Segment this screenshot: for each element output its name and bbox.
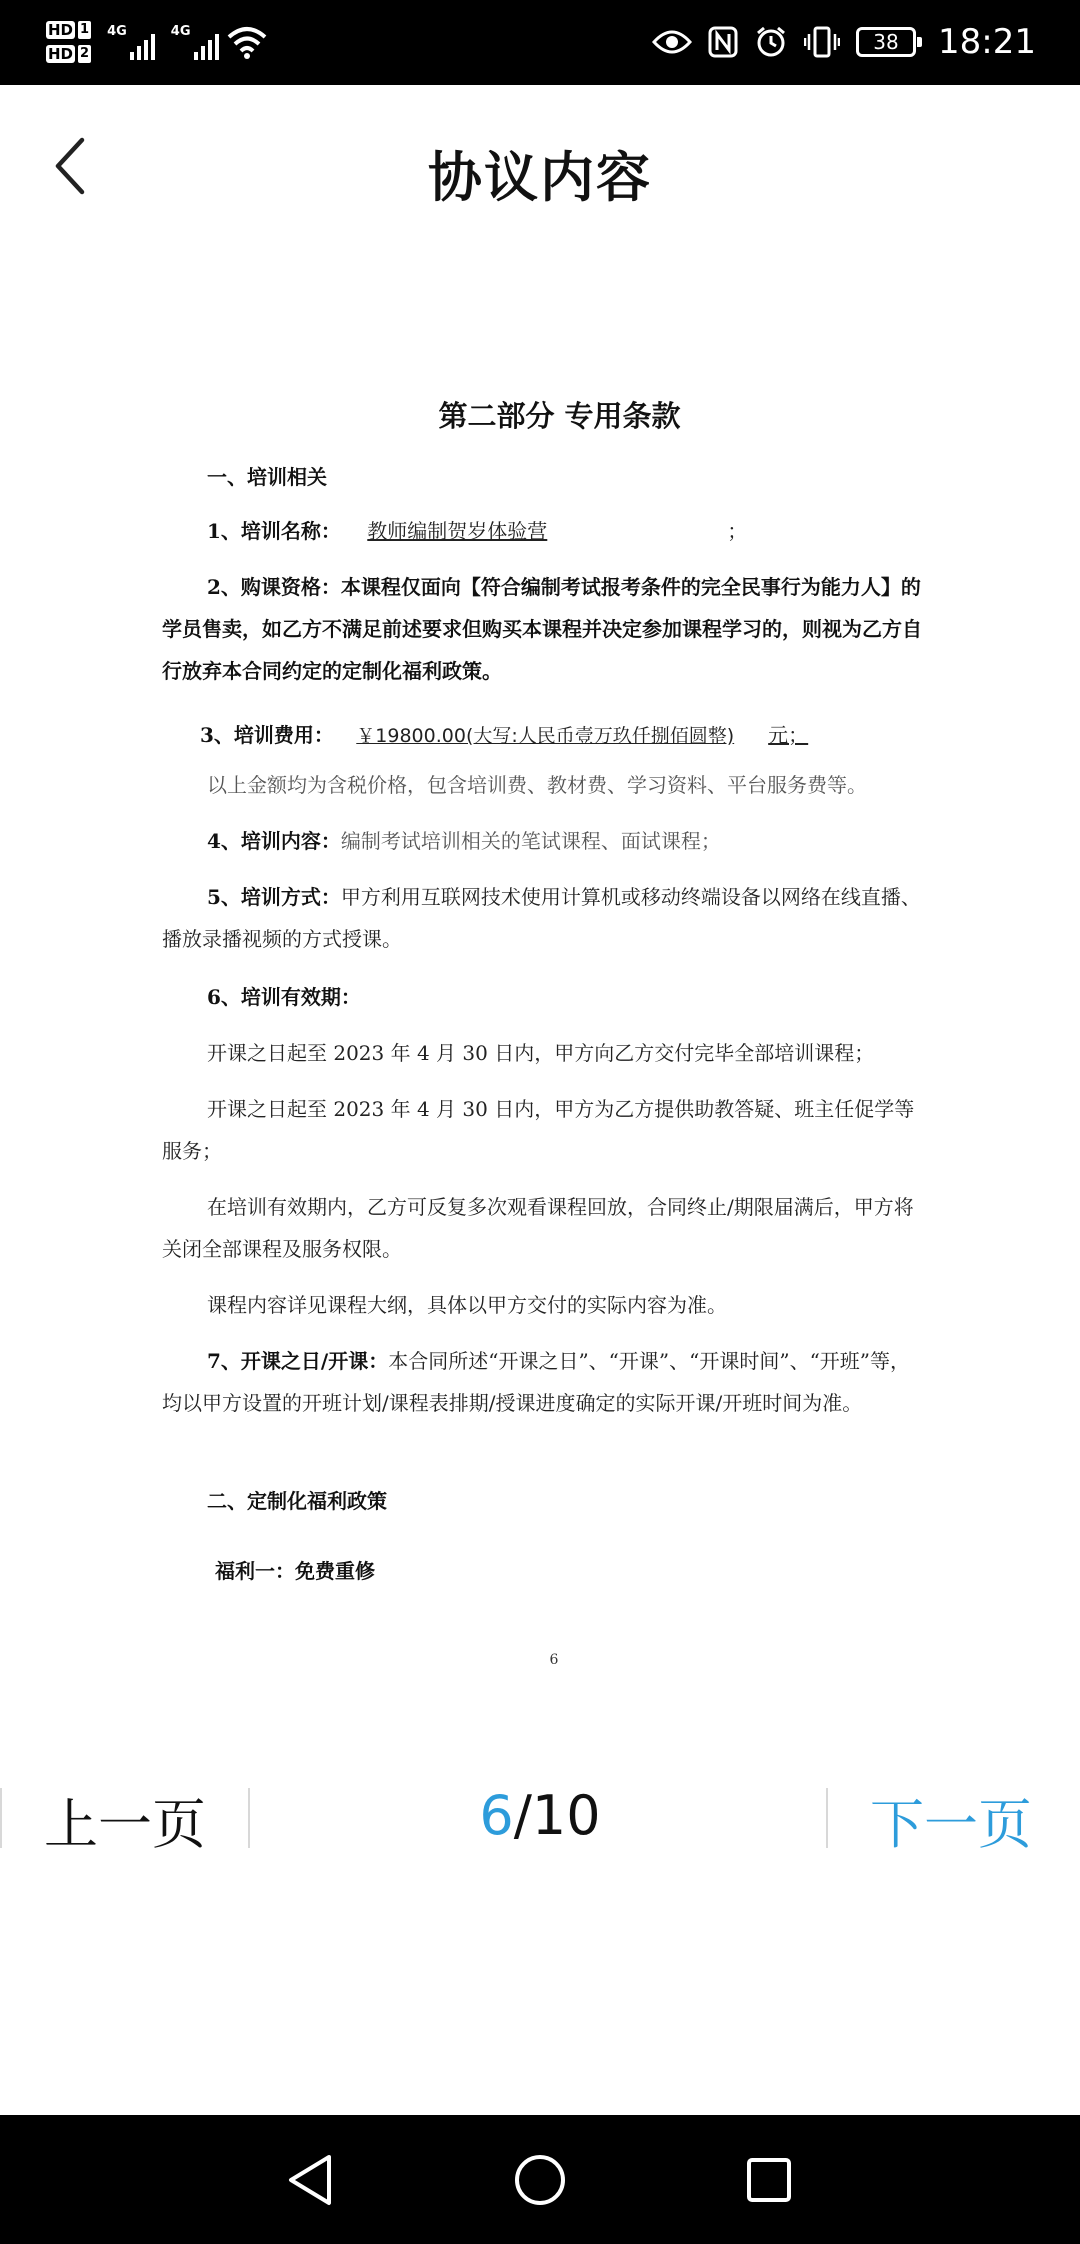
item2-label: 2、购课资格： bbox=[207, 575, 341, 599]
sim2-number: 2 bbox=[80, 46, 90, 61]
battery-level: 38 bbox=[873, 30, 899, 54]
item1-value: 教师编制贺岁体验营 bbox=[367, 519, 548, 543]
item3-unit: 元； bbox=[768, 723, 809, 747]
item7-label: 7、开课之日/开课： bbox=[207, 1349, 389, 1373]
page-title: 协议内容 bbox=[428, 146, 652, 209]
item-validity bbox=[207, 976, 967, 1018]
circle-home-icon bbox=[513, 2153, 567, 2207]
app-header bbox=[0, 85, 1080, 255]
validity-para-2: 开课之日起至 2023 年 4 月 30 日内，甲方为乙方提供助教答疑、班主任促学等服务； bbox=[162, 1097, 915, 1163]
fee-note bbox=[162, 764, 922, 806]
item4-text: 编制考试培训相关的笔试课程、面试课程； bbox=[340, 829, 721, 853]
heading-benefits bbox=[207, 1480, 967, 1522]
sim1-hd-label: HD bbox=[48, 21, 74, 39]
item4-label: 4、培训内容： bbox=[207, 829, 341, 853]
nfc-icon bbox=[708, 26, 738, 58]
wifi-icon bbox=[227, 25, 267, 59]
item5-label: 5、培训方式： bbox=[207, 885, 341, 909]
status-bar bbox=[0, 0, 1080, 85]
item3-value: ￥19800.00(大写:人民币壹万玖仟捌佰圆整) bbox=[356, 725, 735, 747]
net1-label: 4G bbox=[107, 24, 127, 39]
current-page: 6 bbox=[479, 1784, 514, 1847]
document-page-number: 6 bbox=[549, 1652, 559, 1668]
section-title: 第二部分 专用条款 bbox=[438, 399, 681, 433]
nav-home-button[interactable] bbox=[505, 2145, 575, 2215]
nav-recents-button[interactable] bbox=[734, 2145, 804, 2215]
page-separator: / bbox=[513, 1784, 532, 1847]
benefit-one-text: 福利一：免费重修 bbox=[215, 1559, 375, 1583]
item-purchase-eligibility bbox=[162, 566, 922, 692]
fee-note-text: 以上金额均为含税价格，包含培训费、教材费、学习资料、平台服务费等。 bbox=[207, 773, 867, 797]
item-training-method bbox=[162, 876, 922, 960]
item1-label: 1、培训名称： bbox=[207, 519, 341, 543]
item7-text: 本合同所述“开课之日”、“开课”、“开课时间”、“开班”等，均以甲方设置的开班计划/课程表排期/授课进度确定的实际开课/开班时间为准。 bbox=[162, 1349, 911, 1415]
item-training-content bbox=[207, 820, 967, 862]
triangle-back-icon bbox=[285, 2153, 335, 2207]
validity-para-1: 开课之日起至 2023 年 4 月 30 日内，甲方向乙方交付完毕全部培训课程； bbox=[207, 1041, 875, 1065]
sim1-indicator bbox=[46, 21, 91, 39]
benefit-one bbox=[215, 1550, 975, 1592]
heading-benefits-text: 二、定制化福利政策 bbox=[207, 1489, 387, 1513]
sim-indicators bbox=[46, 21, 91, 63]
sim2-indicator bbox=[46, 45, 91, 63]
heading-training-text: 一、培训相关 bbox=[207, 465, 327, 489]
item5-text: 甲方利用互联网技术使用计算机或移动终端设备以网络在线直播、播放录播视频的方式授课。 bbox=[162, 885, 921, 951]
next-page-button[interactable]: 下一页 bbox=[870, 1793, 1032, 1856]
net2-label: 4G bbox=[170, 24, 191, 39]
item3-label: 3、培训费用： bbox=[200, 723, 334, 747]
status-right bbox=[652, 14, 1036, 70]
battery-icon bbox=[856, 27, 916, 57]
system-nav-bar bbox=[0, 2115, 1080, 2244]
sim1-number: 1 bbox=[80, 22, 90, 37]
prev-page-button[interactable]: 上一页 bbox=[44, 1793, 206, 1856]
pager-bar bbox=[0, 1770, 1080, 1870]
item2-text: 本课程仅面向【符合编制考试报考条件的完全民事行为能力人】的学员售卖，如乙方不满足前述要求但购买本课程并决定参加课程学习的，则视为乙方自行放弃本合同约定的定制化福利政策。 bbox=[162, 575, 922, 683]
total-pages: 10 bbox=[531, 1784, 601, 1847]
alarm-icon bbox=[754, 25, 788, 59]
signal-icon bbox=[107, 24, 155, 60]
item6-label: 6、培训有效期： bbox=[207, 985, 361, 1009]
signal-icon bbox=[171, 24, 219, 60]
validity-para-3: 在培训有效期内，乙方可反复多次观看课程回放，合同终止/期限届满后，甲方将关闭全部课程及服务权限。 bbox=[162, 1195, 914, 1261]
heading-training bbox=[207, 456, 967, 498]
vibrate-icon bbox=[804, 25, 840, 59]
square-recents-icon bbox=[745, 2156, 793, 2204]
status-left bbox=[46, 12, 267, 72]
item-training-fee bbox=[200, 714, 960, 757]
validity-para-4: 课程内容详见课程大纲，具体以甲方交付的实际内容为准。 bbox=[207, 1293, 727, 1317]
eye-icon bbox=[652, 28, 692, 56]
sim2-hd-label: HD bbox=[48, 45, 74, 63]
pager-divider bbox=[826, 1788, 828, 1848]
item1-end: ； bbox=[727, 519, 748, 543]
item-course-start bbox=[162, 1340, 922, 1424]
status-clock: 18:21 bbox=[938, 22, 1036, 62]
nav-back-button[interactable] bbox=[275, 2145, 345, 2215]
item-training-name bbox=[207, 510, 967, 552]
